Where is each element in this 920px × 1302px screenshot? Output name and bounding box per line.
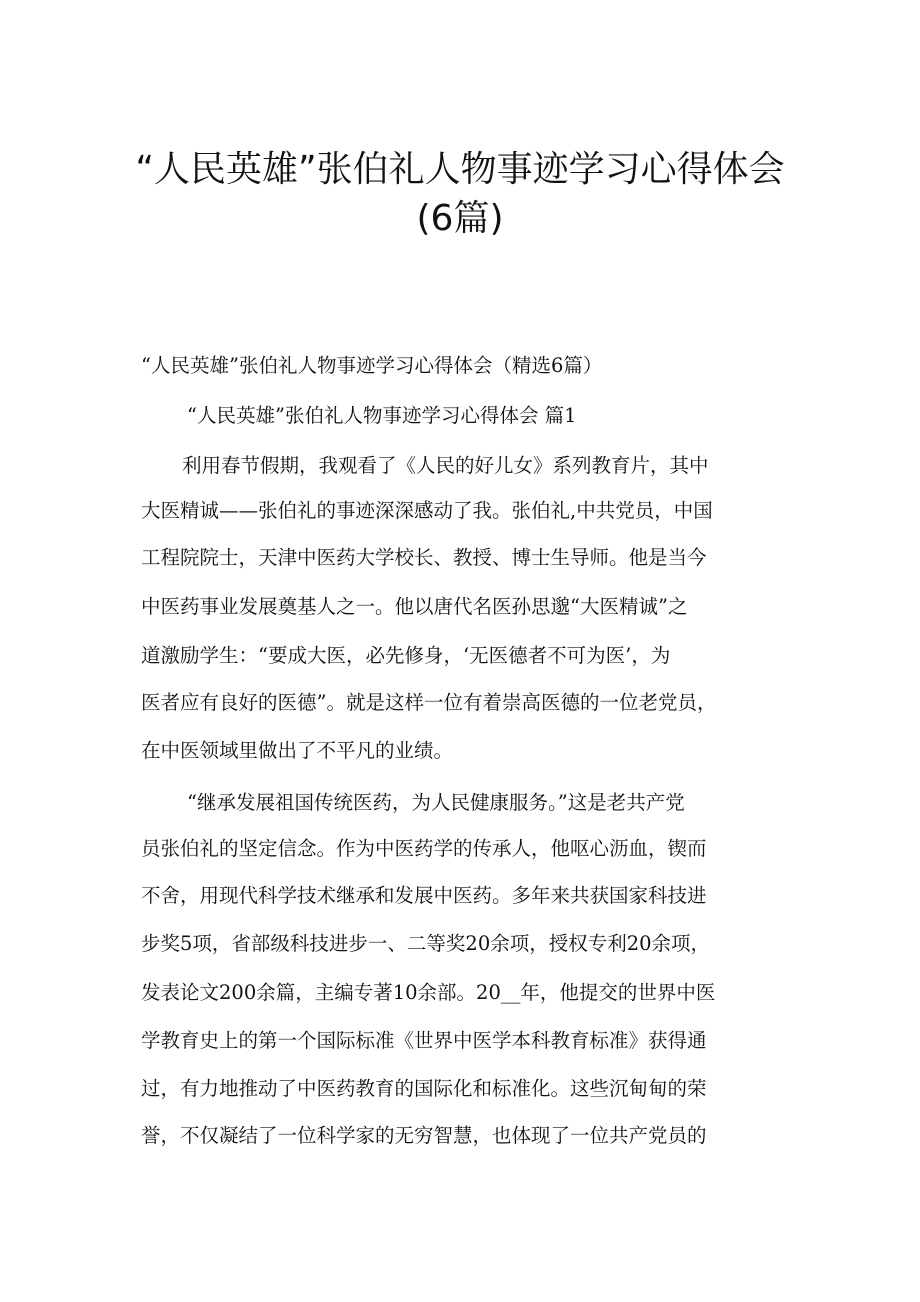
section-heading: “人民英雄”张伯礼人物事迹学习心得体会 篇1 (187, 404, 577, 427)
paragraph-line: 中医药事业发展奠基人之一。他以唐代名医孙思邈“大医精诚”之 (141, 595, 688, 618)
paragraph-line: 利用春节假期，我观看了《人民的好儿女》系列教育片，其中 (182, 454, 709, 477)
paragraph-line: 大医精诚——张伯礼的事迹深深感动了我。张伯礼,中共党员，中国 (141, 499, 713, 522)
document-subtitle: “人民英雄”张伯礼人物事迹学习心得体会（精选6篇） (141, 354, 603, 377)
paragraph-line: 工程院院士，天津中医药大学校长、教授、博士生导师。他是当今 (141, 546, 707, 569)
document-title: “人民英雄”张伯礼人物事迹学习心得体会 (135, 149, 785, 190)
paragraph-line: 不舍，用现代科学技术继承和发展中医药。多年来共获国家科技进 (141, 884, 707, 907)
paragraph-line: 学教育史上的第一个国际标准《世界中医学本科教育标准》获得通 (141, 1029, 707, 1052)
paragraph-line: 发表论文200余篇，主编专著10余部。20__年，他提交的世界中医 (141, 981, 716, 1004)
document-title-count: (6篇) (416, 198, 504, 239)
paragraph-line: 道激励学生：“要成大医，必先修身，‘无医德者不可为医’，为 (141, 644, 671, 667)
paragraph-line: 在中医领域里做出了不平凡的业绩。 (141, 739, 454, 762)
paragraph-line: 步奖5项，省部级科技进步一、二等奖20余项，授权专利20余项， (141, 932, 711, 955)
paragraph-line: 医者应有良好的医德”。就是这样一位有着崇高医德的一位老党员， (141, 691, 717, 714)
paragraph-line: 过，有力地推动了中医药教育的国际化和标准化。这些沉甸甸的荣 (141, 1077, 707, 1100)
paragraph-line: 员张伯礼的坚定信念。作为中医药学的传承人，他呕心沥血，锲而 (141, 837, 707, 860)
paragraph-line: “继承发展祖国传统医药，为人民健康服务。”这是老共产党 (187, 791, 685, 814)
paragraph-line: 誉，不仅凝结了一位科学家的无穷智慧，也体现了一位共产党员的 (141, 1124, 707, 1147)
